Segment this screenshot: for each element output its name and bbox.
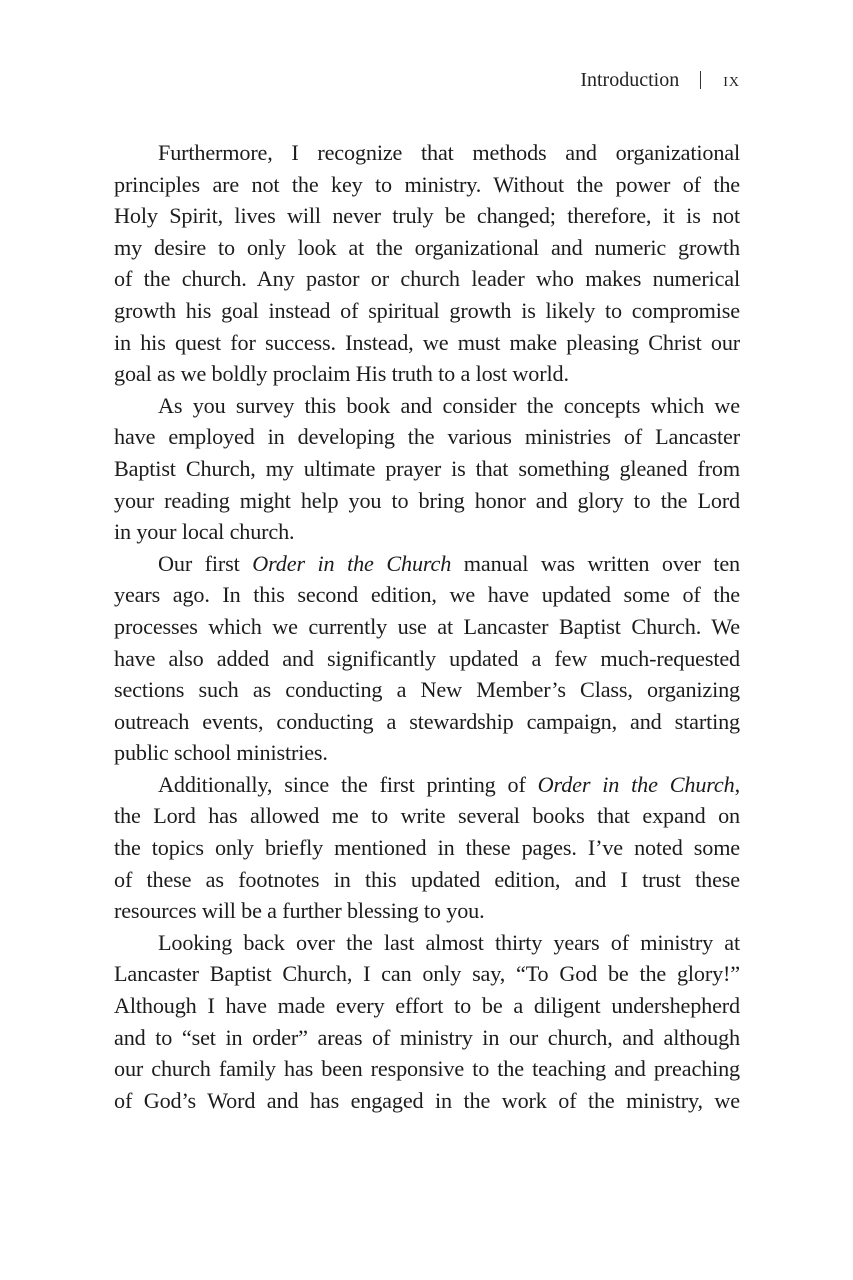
text-run: , xyxy=(734,771,740,797)
text-line: of God’s Word and has engaged in the work of the ministry, we xyxy=(114,1087,740,1113)
text-line: growth his goal instead of spiritual growth is likely to compromise xyxy=(114,297,740,323)
text-line: the topics only briefly mentioned in these pages. I’ve noted some xyxy=(114,835,740,861)
section-title: Introduction xyxy=(580,69,680,91)
text-line: have employed in developing the various ministries of Lancaster xyxy=(114,424,740,450)
paragraph xyxy=(114,769,740,927)
paragraph xyxy=(114,137,740,390)
paragraph xyxy=(114,548,740,769)
text-run: Additionally, since the first printing of xyxy=(158,771,538,797)
paragraph xyxy=(114,927,740,1117)
body-text xyxy=(114,137,740,1116)
text-line: Baptist Church, my ultimate prayer is that something gleaned from xyxy=(114,455,740,481)
running-head xyxy=(580,66,740,94)
page-number: ix xyxy=(723,69,740,91)
text-line: public school ministries. xyxy=(114,740,328,766)
text-line: the Lord has allowed me to write several books that expand on xyxy=(114,803,740,829)
text-line: resources will be a further blessing to you. xyxy=(114,898,485,924)
text-line: Lancaster Baptist Church, I can only say, “To God be the glory!” xyxy=(114,961,740,987)
text-line: As you survey this book and consider the concepts which we xyxy=(158,392,740,418)
text-line: my desire to only look at the organizational and numeric growth xyxy=(114,234,740,260)
header-separator xyxy=(700,71,701,89)
paragraph xyxy=(114,390,740,548)
book-title: Order in the Church xyxy=(537,771,735,797)
text-line xyxy=(114,769,740,801)
text-line: years ago. In this second edition, we have updated some of the xyxy=(114,582,740,608)
text-line: Holy Spirit, lives will never truly be changed; therefore, it is not xyxy=(114,203,740,229)
text-line: processes which we currently use at Lancaster Baptist Church. We xyxy=(114,613,740,639)
text-line: Although I have made every effort to be a diligent undershepherd xyxy=(114,993,740,1019)
text-line: goal as we boldly proclaim His truth to a lost world. xyxy=(114,361,569,387)
book-title: Order in the Church xyxy=(252,550,452,576)
text-line: in his quest for success. Instead, we must make pleasing Christ our xyxy=(114,329,740,355)
text-line: outreach events, conducting a stewardship campaign, and starting xyxy=(114,708,740,734)
text-line xyxy=(114,548,740,580)
text-line: and to “set in order” areas of ministry in our church, and although xyxy=(114,1024,740,1050)
text-line: principles are not the key to ministry. Without the power of the xyxy=(114,171,740,197)
text-line: Looking back over the last almost thirty years of ministry at xyxy=(158,929,740,955)
text-line: your reading might help you to bring honor and glory to the Lord xyxy=(114,487,740,513)
text-line: our church family has been responsive to the teaching and preaching xyxy=(114,1056,740,1082)
text-run: Our first xyxy=(158,550,253,576)
text-run: manual was written over ten xyxy=(451,550,740,576)
text-line: have also added and significantly updated a few much-requested xyxy=(114,645,740,671)
text-line: Furthermore, I recognize that methods and organizational xyxy=(158,140,740,165)
text-line: of the church. Any pastor or church leader who makes numerical xyxy=(114,266,740,292)
text-line: sections such as conducting a New Member’s Class, organizing xyxy=(114,677,740,703)
text-line: of these as footnotes in this updated edition, and I trust these xyxy=(114,866,740,892)
text-line: in your local church. xyxy=(114,519,295,545)
